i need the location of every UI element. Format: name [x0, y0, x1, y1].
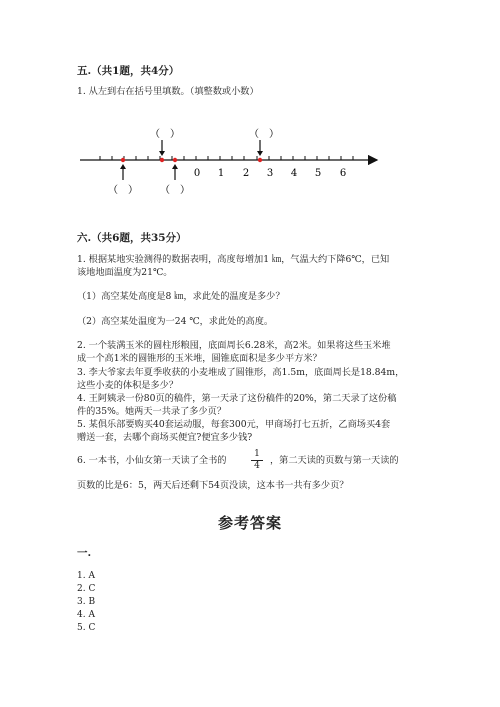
up-arrow-head	[120, 164, 126, 169]
q2-text-line2: 成一个高1米的圆锥形的玉米堆，圆锥底面积是多少平方米？	[77, 353, 322, 364]
tick-label: 2	[242, 168, 250, 179]
number-line-point	[173, 158, 177, 162]
answer-item: 4. A	[77, 610, 95, 620]
number-line-point	[258, 158, 262, 162]
tick-label: 0	[193, 168, 201, 179]
q4-text-line1: 4. 王阿姨录一份80页的稿件，第一天录了这份稿件的20%，第二天录了这份稿	[77, 393, 397, 404]
q5-text-line2: 赠送一套，去哪个商场买便宜?便宜多少钱?	[77, 432, 253, 443]
answer-blank-bottom: （ ）	[160, 185, 190, 196]
answer-key-title: 参考答案	[217, 514, 282, 532]
answer-section-label: 一.	[77, 547, 92, 559]
answer-blank-top: （ ）	[249, 129, 279, 140]
section6-heading: 六.（共6题，共35分）	[77, 232, 187, 244]
answer-blank-bottom: （ ）	[108, 185, 138, 196]
q6-text-part1: 6. 一本书，小仙女第一天读了全书的	[77, 455, 227, 466]
answer-item: 2. C	[77, 584, 96, 594]
tick-label: 6	[339, 168, 347, 179]
answer-item: 5. C	[77, 623, 96, 633]
q2-text-line1: 2. 一个装满玉米的圆柱形粮囤，底面周长6.28米，高2米。如果将这些玉米堆	[77, 340, 391, 351]
tick-label: 5	[314, 168, 322, 179]
q1-text-line2: 该地地面温度为21℃。	[77, 267, 173, 278]
q6-text-part2: ，第二天读的页数与第一天读的	[270, 455, 399, 466]
section5-heading: 五.（共1题，共4分）	[77, 65, 180, 77]
answer-item: 3. B	[77, 597, 96, 607]
number-line-point	[160, 158, 164, 162]
tick-label: 4	[290, 168, 298, 179]
q1-subquestion-1: （1）高空某处高度是8 ㎞，求此处的温度是多少？	[77, 291, 285, 302]
down-arrow-head	[257, 151, 263, 156]
answer-blank-top: （ ）	[150, 129, 180, 140]
number-line-point	[121, 158, 125, 162]
answer-item: 1. A	[77, 571, 95, 581]
tick-label: 3	[266, 168, 274, 179]
up-arrow-head	[172, 164, 178, 169]
tick-label: 1	[217, 168, 225, 179]
q1-text-line1: 1. 根据某地实验测得的数据表明，高度每增加1 ㎞，气温大约下降6℃，已知	[77, 254, 390, 265]
q1-subquestion-2: （2）高空某处温度为一24 ℃，求此处的高度。	[77, 316, 274, 327]
q4-text-line2: 件的35%。她两天一共录了多少页？	[77, 406, 227, 417]
fraction-numerator: 1	[254, 449, 260, 459]
down-arrow-head	[159, 151, 165, 156]
q3-text-line2: 这些小麦的体积是多少？	[77, 380, 179, 391]
fraction-denominator: 4	[254, 461, 260, 471]
number-line-figure	[75, 125, 405, 205]
section5-question-1: 1. 从左到右在括号里填数。（填整数或小数）	[77, 86, 259, 97]
q5-text-line1: 5. 某俱乐部要购买40套运动服，每套300元，甲商场打七五折，乙商场买4套	[77, 419, 391, 430]
q3-text-line1: 3. 李大爷家去年夏季收获的小麦堆成了圆锥形，高1.5m，底面周长是18.84m，	[77, 367, 405, 378]
q6-fraction	[250, 449, 264, 472]
q6-text-line2: 页数的比是6：5，两天后还剩下54页没读，这本书一共有多少页？	[77, 480, 349, 491]
